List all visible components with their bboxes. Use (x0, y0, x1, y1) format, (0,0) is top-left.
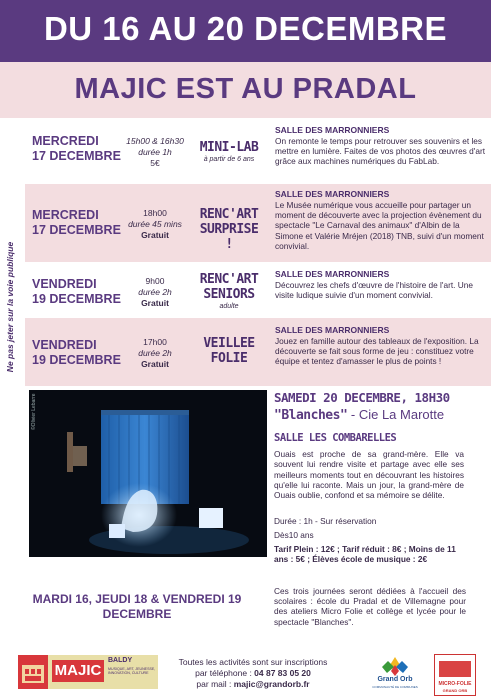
micro-folie-logo (434, 654, 476, 696)
micro-folie-label: MICRO-FOLIE (438, 681, 472, 687)
event-price: 5€ (150, 158, 160, 168)
grand-orb-logo (370, 655, 420, 695)
event-day (32, 134, 121, 164)
event-description: Jouez en famille autour des tableaux de l'exposition. La découverte se fait sous forme de jeu : constituez votre équipe et tentez d'amasser le plus de points ! (275, 336, 479, 367)
event-date: 19 DECEMBRE (32, 353, 121, 367)
event-date: 19 DECEMBRE (32, 292, 121, 306)
micro-folie-sublabel: GRAND ORB (442, 688, 468, 693)
show-prices (274, 544, 466, 565)
page-title: MAJIC EST AU PRADAL (0, 62, 491, 118)
phone-label: par téléphone : (195, 668, 255, 678)
event-time: 15h00 & 16h30 (126, 136, 184, 146)
email-address: majic@grandorb.fr (233, 679, 310, 689)
header-dates: DU 16 AU 20 DECEMBRE (0, 0, 491, 62)
event-activity-note: adulte (219, 303, 239, 310)
event-weekday: MERCREDI (32, 208, 99, 222)
event-activity: RENC'ART SURPRISE ! (199, 207, 259, 252)
event-venue: SALLE DES MARRONNIERS (275, 325, 390, 335)
show-photo-image (29, 390, 267, 557)
event-venue: SALLE DES MARRONNIERS (275, 189, 390, 199)
show-date: SAMEDI 20 DECEMBRE, 18H30 (274, 390, 450, 405)
event-time: 9h00 (145, 276, 165, 286)
building-icon (18, 655, 48, 689)
event-activity: MINI-LAB (199, 140, 259, 155)
event-activity: VEILLEE FOLIE (203, 336, 255, 366)
event-row (25, 262, 491, 318)
event-description: Découvrez les chefs d'œuvre de l'histoire de l'art. Une visite ludique suivie d'un moment convivial. (275, 280, 473, 301)
show-prices-text: Tarif Plein : 12€ ; Tarif réduit : 8€ ; Moins de 11 ans : 5€ ; Élèves école de musique : 2€ (274, 544, 456, 565)
event-price: Gratuit (141, 359, 169, 369)
event-day (32, 338, 121, 368)
contact-line-3 (168, 679, 338, 690)
baldy-logo-text: BALDY (108, 657, 133, 664)
majic-building-icon (18, 655, 48, 689)
event-price: Gratuit (141, 230, 169, 240)
show-title-line (274, 407, 444, 423)
email-label: par mail : (196, 679, 234, 689)
event-weekday: MERCREDI (32, 134, 99, 148)
event-venue: SALLE DES MARRONNIERS (275, 125, 390, 135)
event-time-block (120, 276, 190, 309)
event-date: 17 DECEMBRE (32, 149, 121, 163)
event-duration: durée 1h (138, 147, 172, 157)
event-time-block (120, 136, 190, 169)
event-weekday: VENDREDI (32, 338, 97, 352)
event-description: Le Musée numérique vous accueille pour partager un moment de découverte avec la projection évènement du spectacle "Le Carnaval des animaux" d'Albin de la Simone et Valérie Mréjen (2018) TNB, suivi d'un moment convivial. (275, 200, 484, 251)
phone-number: 04 87 83 05 20 (254, 668, 311, 678)
side-note: Ne pas jeter sur la voie publique (5, 241, 15, 373)
grand-orb-icon (370, 655, 420, 677)
show-photo (29, 390, 267, 557)
event-duration: durée 2h (138, 348, 172, 358)
show-title: "Blanches" (274, 408, 348, 423)
event-weekday: VENDREDI (32, 277, 97, 291)
grand-orb-label: Grand Orb (377, 676, 413, 683)
baldy-logo-subtext: MUSIQUE, ART, JEUNESSE, INNOVATION, CULTURE (108, 667, 156, 676)
show-description: Ouais est proche de sa grand-mère. Elle va souvent lui rendre visite et partage avec elle ses meilleurs moments tout en découvrant les histoires qu'elle lui raconte. Mais un jour, la grand-mère de Ouais oublie, confond et sa mémoire se délite. (274, 449, 464, 501)
event-row (25, 318, 491, 386)
micro-folie-icon (439, 661, 471, 677)
show-duration: Durée : 1h - Sur réservation (274, 516, 377, 526)
contact-line-2 (168, 668, 338, 679)
event-row (25, 184, 491, 262)
event-day (32, 277, 121, 307)
show-venue: SALLE LES COMBARELLES (274, 432, 397, 444)
event-venue: SALLE DES MARRONNIERS (275, 269, 390, 279)
event-time: 17h00 (143, 337, 167, 347)
event-day (32, 208, 121, 238)
event-activity: RENC'ART SENIORS (199, 272, 259, 302)
photo-credit: ©Olivier Lebarre (31, 393, 37, 430)
event-time: 18h00 (143, 208, 167, 218)
majic-logo-text: MAJIC (52, 660, 104, 682)
contact-info (168, 657, 338, 690)
event-description: On remonte le temps pour retrouver ses souvenirs et les mettre en lumière. Faites de vos photos des œuvres d'art grâce aux machines numériques du FabLab. (275, 136, 486, 167)
contact-line-1: Toutes les activités sont sur inscriptions (178, 657, 328, 667)
show-company: - Cie La Marotte (347, 407, 445, 422)
event-activity-note: à partir de 6 ans (203, 156, 255, 163)
school-days: MARDI 16, JEUDI 18 & VENDREDI 19 DECEMBRE (32, 592, 242, 621)
event-date: 17 DECEMBRE (32, 223, 121, 237)
event-duration: durée 45 mins (128, 219, 182, 229)
grand-orb-sublabel: COMMUNAUTÉ DE COMMUNES (372, 685, 418, 689)
event-duration: durée 2h (138, 287, 172, 297)
event-price: Gratuit (141, 298, 169, 308)
event-time-block (120, 208, 190, 241)
event-row (25, 118, 491, 184)
show-age: Dès10 ans (274, 530, 314, 540)
school-description: Ces trois journées seront dédiées à l'accueil des scolaires : école du Pradal et de Villemagne pour des ateliers Micro Folie et collège et lycée pour le spectacle "Blanches". (274, 586, 466, 627)
event-time-block (120, 337, 190, 370)
